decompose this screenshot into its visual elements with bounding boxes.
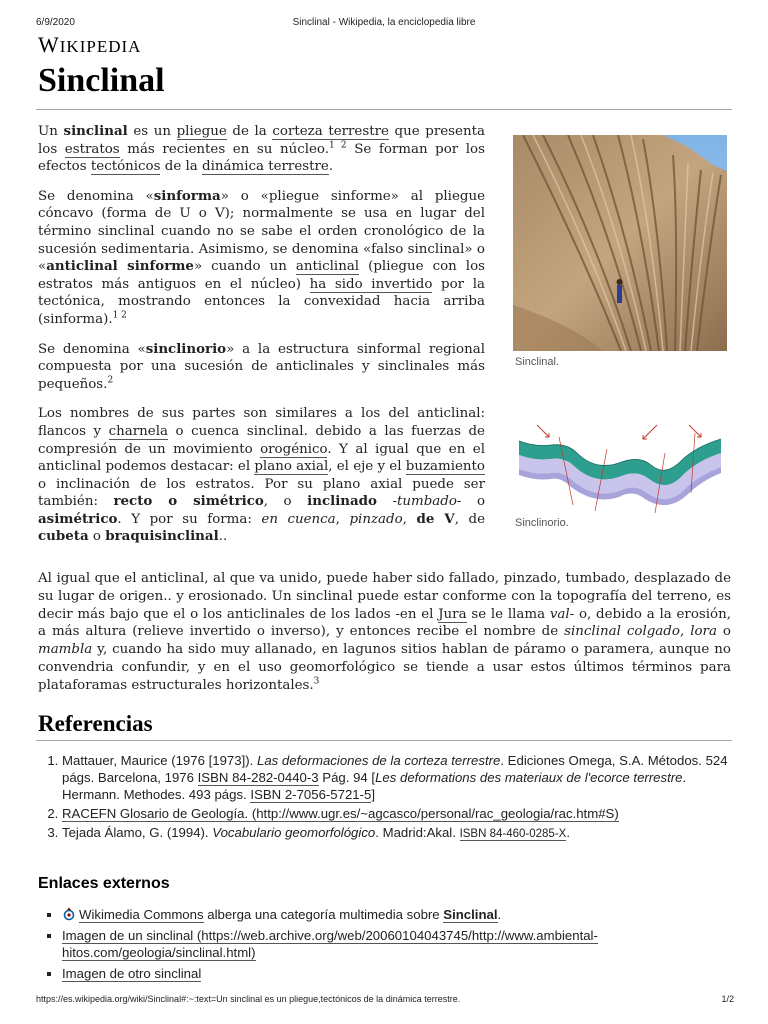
inline-link[interactable]: charnela (108, 423, 168, 439)
citation-marker[interactable]: 1 2 (112, 310, 127, 321)
text-run: . Hermann. Methodes. 493 págs. (62, 770, 687, 802)
text-run: o (716, 624, 731, 640)
inline-link[interactable]: ISBN 2-7056-5721-5 (250, 787, 372, 802)
partes-paragraph (38, 405, 485, 546)
text-run: Las deformaciones de la corteza terrestre (257, 753, 501, 768)
text-run: se le llama (466, 606, 550, 622)
text-run: recto o simétrico (113, 493, 264, 510)
inline-link[interactable]: ISBN 84-282-0440-3 (197, 770, 319, 785)
inline-link[interactable]: plano axial (254, 459, 329, 475)
text-run: inclinado (307, 493, 377, 510)
inline-link[interactable]: corteza terrestre (272, 124, 389, 139)
print-page-number: 1/2 (721, 994, 734, 1004)
text-run: es un (127, 124, 177, 139)
inline-link[interactable]: Imagen de otro sinclinal (62, 966, 202, 981)
print-url: https://es.wikipedia.org/wiki/Sinclinal#:~:text=Un sinclinal es un pliegue,tectónicos de la dinámica terrestre. (36, 994, 461, 1004)
external-link-item (62, 927, 732, 961)
text-run: Se forman por los efectos (38, 141, 485, 175)
text-run: . (328, 159, 334, 175)
inline-link[interactable]: buzamiento (405, 459, 485, 475)
text-run: Vocabulario geomorfológico (212, 825, 376, 840)
text-run: o inclinación de los estratos. Por su plano axial puede ser también: (38, 476, 485, 510)
text-run: .. (218, 529, 228, 545)
text-run: tumbado (397, 494, 457, 510)
text-run: (pliegue con los estratos más antiguos en el núcleo) (38, 259, 486, 292)
diagram-caption: Sinclinorio. (515, 517, 569, 529)
text-run: alberga una categoría multimedia sobre (203, 907, 444, 922)
external-link-item (62, 906, 732, 923)
text-run: que presenta los (38, 124, 485, 157)
text-run: pinzado (349, 511, 403, 527)
inline-link[interactable]: Wikimedia Commons (79, 907, 204, 922)
text-run: Pág. 94 [ (318, 770, 376, 785)
text-run: . (497, 907, 502, 922)
text-run: , el eje y el (328, 459, 406, 475)
inline-link[interactable]: Sinclinal (443, 907, 498, 922)
references-heading: Referencias (38, 711, 153, 736)
text-run: - (376, 494, 398, 510)
text-run: y, cuando ha sido muy allanado, en lagunos sitios hablan de páramo o paramera, aunque no convendria confundir, y en el uso geomorfológico se tiende a usar estos últimos términos para plataforamas estructurales horizontales. (38, 642, 731, 693)
synclinorium-diagram[interactable] (515, 423, 727, 515)
text-run: Mattauer, Maurice (1976 [1973]). (62, 753, 257, 768)
inline-link[interactable]: estratos (64, 141, 120, 157)
text-run: cubeta (38, 528, 89, 545)
text-run: de V (416, 510, 455, 527)
text-run: » a la estructura sinformal regional compuesta por una sucesión de anticlinales y sinclinales más pequeños. (38, 341, 485, 392)
intro-paragraph (38, 123, 485, 176)
text-run: val- (549, 606, 575, 622)
text-run: por la tectónica, mostrando entonces la convexidad hacia arriba (sinforma). (38, 276, 485, 327)
citation-marker[interactable]: 3 (313, 676, 320, 687)
wordmark-rest: IKIPEDIA (59, 37, 142, 56)
text-run: sinforma (153, 187, 221, 204)
text-run: , (679, 624, 691, 640)
text-run: Tejada Álamo, G. (1994). (62, 825, 213, 840)
wikimedia-commons-icon (62, 907, 76, 921)
reference-item (62, 805, 732, 822)
text-run: » cuando un (193, 259, 296, 275)
inline-link[interactable]: pliegue (176, 124, 227, 139)
text-run: . (566, 825, 570, 840)
text-run: , (335, 511, 350, 527)
inline-link[interactable]: Imagen de un sinclinal (https://web.archive.org/web/20060104043745/http://www.ambiental-hitos.com/geologia/sinclinal.html) (62, 928, 598, 960)
text-run: Al igual que el anticlinal, al que va unido, puede haber sido fallado, pinzado, tumbado, desplazado de su lugar de origen.. y erosionado. Un sinclinal puede estar conforme con la topografía del terreno, es decir más bajo que el o los anticlinales de los lados -en el (38, 571, 731, 622)
text-run: de la (226, 124, 273, 139)
text-run: o cuenca sinclinal. debido a las fuerzas de compresión de un movimiento (38, 423, 485, 457)
text-run: . Y por su forma: (117, 511, 262, 527)
inline-link[interactable]: ha sido invertido (309, 276, 433, 292)
text-run: Les deformations des materiaux de l'ecorce terrestre (375, 770, 683, 785)
text-run: , (402, 511, 417, 527)
inline-link[interactable]: Jura (438, 606, 467, 622)
print-date: 6/9/2020 (36, 17, 75, 28)
inline-link[interactable]: ISBN 84-460-0285-X (459, 828, 567, 840)
external-links-list (38, 906, 732, 986)
text-run: . Ediciones Omega, S.A. Métodos. 524 págs. Barcelona, 1976 (62, 753, 728, 785)
text-run: asimétrico (38, 510, 118, 527)
article-body (38, 123, 485, 558)
text-run: , o (263, 494, 308, 510)
title-divider (36, 109, 732, 110)
person-figure (617, 285, 622, 303)
text-run: braquisinclinal (105, 528, 219, 545)
erosion-paragraph (38, 570, 731, 695)
text-run: Se denomina « (38, 188, 154, 204)
text-run: o (88, 529, 106, 545)
text-run: más recientes en su núcleo. (119, 141, 329, 157)
citation-marker[interactable]: 2 (107, 375, 114, 386)
text-run: , de (454, 511, 485, 527)
text-run: sinclinorio (145, 340, 227, 357)
text-run: . Y al igual que en el anticlinal podemos destacar: el (38, 441, 485, 475)
text-run: ] (371, 787, 376, 802)
references-list (38, 752, 732, 845)
article-body-full-width (38, 570, 731, 695)
reference-item (62, 824, 732, 843)
text-run: o, debido a la erosión, a más altura (relieve invertido o inverso), y entonces recibe el nombre de (38, 606, 731, 640)
text-run: » o «pliegue sinforme» al pliegue cóncavo (forma de U o V); normalmente se usa en lugar del término sinclinal cuando no se sabe el orden cronológico de la sucesión sedimentaria. Asimismo, se denomina «falso sinclinal» o « (38, 188, 486, 275)
text-run: en cuenca (261, 511, 336, 527)
text-run: lora (690, 624, 717, 640)
inline-link[interactable]: dinámica terrestre (202, 159, 329, 175)
sinclinorio-paragraph (38, 341, 485, 394)
wordmark-initial: W (38, 32, 60, 57)
text-run: de la (160, 159, 203, 175)
text-run: sinclinal colgado (564, 624, 680, 640)
text-run: Los nombres de sus partes son similares a los del anticlinal: flancos y (38, 406, 485, 439)
references-divider (36, 740, 732, 741)
reference-item (62, 752, 732, 803)
commons-link-text[interactable] (79, 907, 501, 923)
external-links-heading: Enlaces externos (38, 875, 170, 892)
text-run: Se denomina « (38, 341, 146, 357)
wikipedia-wordmark[interactable] (38, 32, 141, 58)
inline-link[interactable]: orogénico (260, 441, 328, 457)
print-page-title: Sinclinal - Wikipedia, la enciclopedia libre (292, 17, 476, 28)
citation-marker[interactable]: 1 2 (329, 140, 347, 151)
page-title: Sinclinal (38, 62, 165, 99)
photo-caption: Sinclinal. (515, 356, 560, 368)
inline-link[interactable]: RACEFN Glosario de Geología. (http://www.ugr.es/~agcasco/personal/rac_geologia/rac.htm#S) (62, 806, 619, 821)
text-run: Un (38, 124, 64, 139)
text-run: mambla (38, 642, 93, 658)
text-run: . Madrid:Akal. (375, 825, 460, 840)
external-link-item (62, 965, 732, 982)
text-run: - o (456, 494, 486, 510)
syncline-photo[interactable] (513, 135, 727, 351)
text-run: anticlinal sinforme (46, 258, 194, 275)
inline-link[interactable]: anticlinal (295, 259, 360, 275)
inline-link[interactable]: tectónicos (90, 159, 161, 175)
sinforma-paragraph (38, 188, 485, 329)
text-run: sinclinal (63, 123, 128, 139)
